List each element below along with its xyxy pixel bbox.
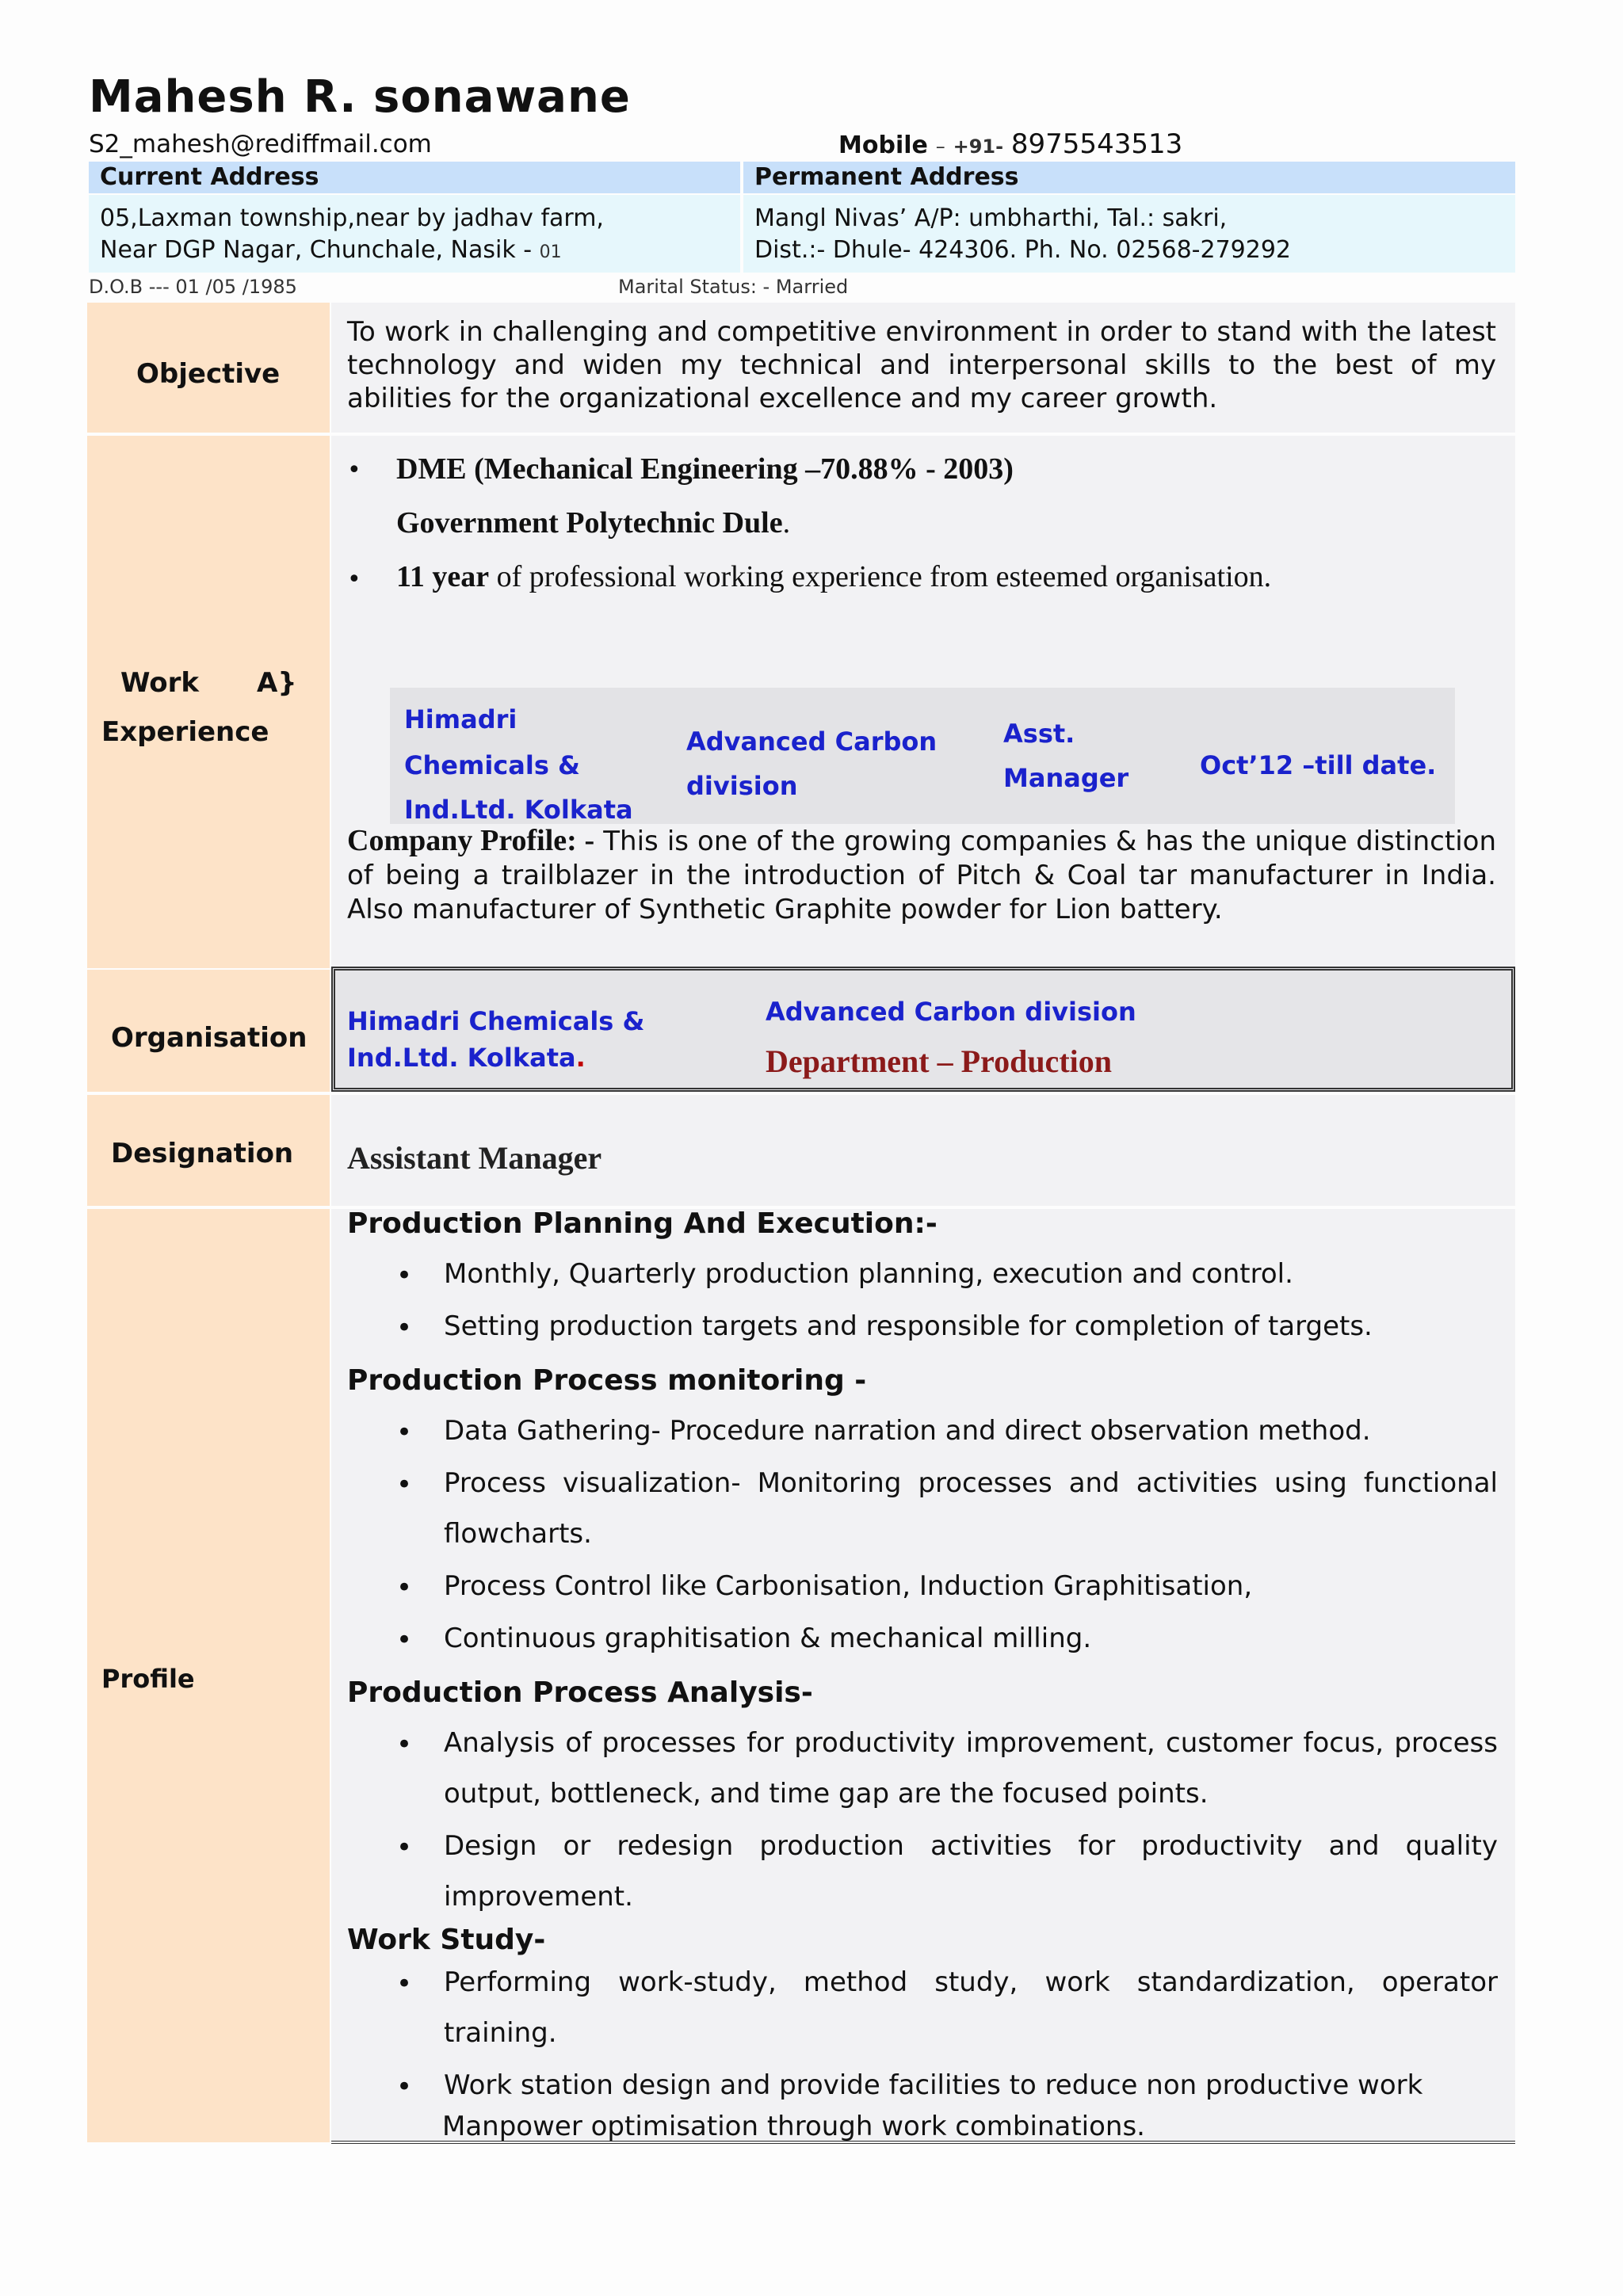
bullet: • <box>396 1968 413 2000</box>
permanent-address-line1: Mangl Nivas’ A/P: umbharthi, Tal.: sakri, <box>754 204 1228 232</box>
organisation-label-cell <box>87 970 330 1092</box>
profile-item: Process Control like Carbonisation, Induction Graphitisation, <box>444 1570 1253 1602</box>
work-label-line1: Work <box>120 667 200 699</box>
mobile-dash: – <box>935 135 945 158</box>
profile-section-planning: Production Planning And Execution:- <box>347 1207 938 1240</box>
exp-role-1: Asst. <box>1003 719 1075 749</box>
bullet: • <box>396 1469 413 1501</box>
bullet: • <box>396 1572 413 1604</box>
organisation-department: Department – Production <box>766 1043 1112 1079</box>
profile-item: Work station design and provide facilities to reduce non productive work <box>444 2069 1423 2101</box>
bottom-rule <box>331 2141 1515 2144</box>
designation-value: Assistant Manager <box>347 1140 602 1176</box>
current-address-title: Current Address <box>89 162 740 193</box>
organisation-company <box>347 1003 644 1076</box>
education-period: . <box>782 506 791 540</box>
exp-company-3: Ind.Ltd. Kolkata <box>404 795 633 825</box>
profile-item: Analysis of processes for productivity improvement, customer focus, process output, bottleneck, and time gap are the focused points. <box>444 1727 1498 1810</box>
mobile-label: Mobile <box>838 132 928 159</box>
dob: D.O.B --- 01 /05 /1985 <box>89 276 297 298</box>
exp-division-1: Advanced Carbon <box>686 727 938 757</box>
profile-section-monitoring: Production Process monitoring - <box>347 1364 867 1397</box>
designation-label: Designation <box>111 1138 294 1169</box>
designation-label-cell <box>87 1095 330 1206</box>
current-address-line1: 05,Laxman township,near by jadhav farm, <box>100 204 604 232</box>
organisation-label: Organisation <box>111 1022 307 1054</box>
exp-company-2: Chemicals & <box>404 750 580 780</box>
bullet: • <box>396 1312 413 1344</box>
bullet: • <box>347 456 361 484</box>
objective-label: Objective <box>136 358 281 390</box>
exp-role-2: Manager <box>1003 763 1129 793</box>
exp-division-2: division <box>686 771 798 801</box>
permanent-address-title: Permanent Address <box>743 162 1515 193</box>
bullet: • <box>396 2071 413 2103</box>
experience-summary <box>396 559 1271 594</box>
exp-company-1: Himadri <box>404 704 517 734</box>
profile-section-analysis: Production Process Analysis- <box>347 1676 813 1709</box>
company-profile-text: This is one of the growing companies & has the unique distinction of being a trailblazer in the introduction of Pitch & Coal tar manufacturer in India. Also manufacturer of Synthetic Graphite powder for Lion battery. <box>347 826 1497 925</box>
mobile-line <box>838 128 1182 160</box>
marital-status: Marital Status: - Married <box>618 276 849 298</box>
profile-item-continuation: Manpower optimisation through work combinations. <box>442 2111 1145 2142</box>
permanent-address <box>743 195 1515 273</box>
bullet: • <box>396 1624 413 1656</box>
organisation-company-line2: Ind.Ltd. Kolkata <box>347 1043 576 1073</box>
work-label-mark: A} <box>257 667 297 699</box>
experience-text: of professional working experience from esteemed organisation. <box>489 560 1272 593</box>
bullet: • <box>396 1417 413 1448</box>
work-label-line2: Experience <box>101 716 269 748</box>
address-block <box>89 162 1515 273</box>
profile-item: Design or redesign production activities for productivity and quality improvement. <box>444 1830 1498 1913</box>
bullet: • <box>347 566 361 593</box>
bullet: • <box>396 1832 413 1863</box>
current-address <box>89 195 740 273</box>
country-code: +91- <box>953 135 1004 158</box>
bullet: • <box>396 1260 413 1291</box>
education-college: Government Polytechnic Dule <box>396 506 783 540</box>
current-address-line2: Near DGP Nagar, Chunchale, Nasik - <box>100 236 533 264</box>
objective-text: To work in challenging and competitive environment in order to stand with the latest technology and widen my technical and interpersonal skills to the best of my abilities for the organizational excellence and my career growth. <box>347 316 1496 414</box>
profile-item: Performing work-study, method study, work standardization, operator training. <box>444 1966 1498 2049</box>
candidate-name: Mahesh R. sonawane <box>89 71 631 123</box>
work-label-cell <box>87 436 330 968</box>
profile-item: Continuous graphitisation & mechanical milling. <box>444 1623 1092 1654</box>
objective-label-cell <box>87 303 330 433</box>
mobile-number: 8975543513 <box>1010 128 1183 160</box>
current-address-pin: 01 <box>539 242 562 262</box>
organisation-company-line1: Himadri Chemicals & <box>347 1006 645 1036</box>
profile-label-cell <box>87 1209 330 2142</box>
exp-period: Oct’12 –till date. <box>1200 750 1437 780</box>
profile-item: Data Gathering- Procedure narration and direct observation method. <box>444 1415 1371 1447</box>
company-profile-label: Company Profile: - <box>347 824 595 857</box>
profile-item: Process visualization- Monitoring processes and activities using functional flowcharts. <box>444 1467 1498 1550</box>
organisation-division: Advanced Carbon division <box>766 997 1136 1027</box>
permanent-address-line2: Dist.:- Dhule- 424306. Ph. No. 02568-279292 <box>754 236 1292 264</box>
experience-years: 11 year <box>396 560 490 593</box>
education-line2 <box>396 505 790 540</box>
profile-item: Setting production targets and responsible for completion of targets. <box>444 1310 1373 1342</box>
education-line1: DME (Mechanical Engineering –70.88% - 2003) <box>396 452 1014 486</box>
company-profile <box>347 824 1496 927</box>
profile-section-work-study: Work Study- <box>347 1924 546 1956</box>
profile-label: Profile <box>101 1664 195 1694</box>
bullet: • <box>396 1729 413 1760</box>
profile-item: Monthly, Quarterly production planning, execution and control. <box>444 1258 1293 1290</box>
email: S2_mahesh@rediffmail.com <box>89 130 432 158</box>
organisation-company-dot: . <box>575 1043 586 1073</box>
